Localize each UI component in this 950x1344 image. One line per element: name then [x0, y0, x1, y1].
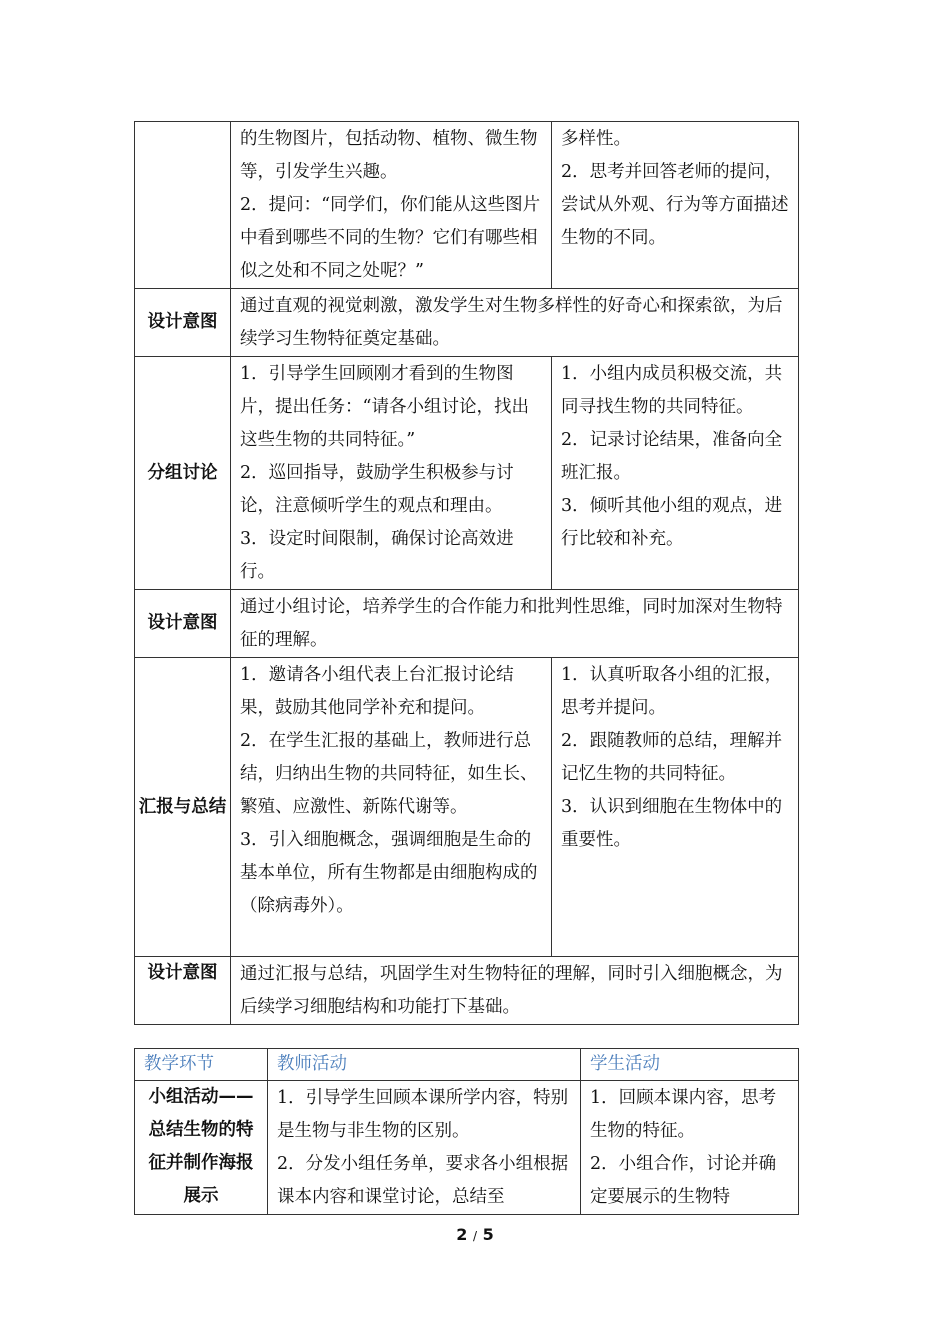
- paragraph: 3．倾听其他小组的观点，进行比较和补充。: [561, 496, 783, 549]
- paragraph: 的生物图片，包括动物、植物、微生物等，引发学生兴趣。: [240, 129, 538, 182]
- page-separator: /: [472, 1229, 478, 1243]
- paragraph: 1．引导学生回顾刚才看到的生物图片，提出任务：“请各小组讨论，找出这些生物的共同特征。”: [240, 364, 529, 450]
- row-label: [135, 122, 231, 289]
- paragraph: 2．记录讨论结果，准备向全班汇报。: [561, 430, 783, 483]
- paragraph: 1．认真听取各小组的汇报，思考并提问。: [561, 665, 783, 718]
- paragraph: 1．引导学生回顾本课所学内容，特别是生物与非生物的区别。: [277, 1088, 569, 1141]
- header-student-activity: 学生活动: [581, 1049, 799, 1081]
- page-number: [0, 1225, 950, 1244]
- paragraph: 1．邀请各小组代表上台汇报讨论结果，鼓励其他同学补充和提问。: [240, 665, 514, 718]
- paragraph: 2．分发小组任务单，要求各小组根据课本内容和课堂讨论，总结至: [277, 1154, 569, 1207]
- student-activity-cell: [552, 658, 799, 957]
- table-row: [135, 590, 799, 658]
- header-teaching-stage: 教学环节: [135, 1049, 268, 1081]
- paragraph: 2．在学生汇报的基础上，教师进行总结，归纳出生物的共同特征，如生长、繁殖、应激性、新陈代谢等。: [240, 731, 538, 817]
- table-header-row: [135, 1049, 799, 1081]
- table-row: [135, 289, 799, 357]
- lesson-table-next: [134, 1048, 799, 1215]
- table-row: [135, 957, 799, 1025]
- design-intent-label: 设计意图: [135, 957, 231, 1025]
- design-intent-label: 设计意图: [135, 590, 231, 658]
- table-row: [135, 658, 799, 957]
- paragraph: 1．小组内成员积极交流，共同寻找生物的共同特征。: [561, 364, 783, 417]
- paragraph: 2．跟随教师的总结，理解并记忆生物的共同特征。: [561, 731, 783, 784]
- table-row: [135, 357, 799, 590]
- paragraph: 2．思考并回答老师的提问，尝试从外观、行为等方面描述生物的不同。: [561, 162, 789, 248]
- design-intent-text: 通过直观的视觉刺激，激发学生对生物多样性的好奇心和探索欲，为后续学习生物特征奠定基础。: [231, 289, 799, 357]
- current-page: 2: [456, 1225, 468, 1244]
- paragraph: 多样性。: [561, 129, 631, 149]
- lesson-table-continued: [134, 121, 799, 1025]
- paragraph: 3．设定时间限制，确保讨论高效进行。: [240, 529, 514, 582]
- paragraph: 2．巡回指导，鼓励学生积极参与讨论，注意倾听学生的观点和理由。: [240, 463, 514, 516]
- header-teacher-activity: 教师活动: [268, 1049, 581, 1081]
- design-intent-text: 通过汇报与总结，巩固学生对生物特征的理解，同时引入细胞概念，为后续学习细胞结构和功能打下基础。: [231, 957, 799, 1025]
- paragraph: 3．引入细胞概念，强调细胞是生命的基本单位，所有生物都是由细胞构成的（除病毒外）。: [240, 830, 538, 916]
- student-activity-cell: [581, 1081, 799, 1215]
- table-row: [135, 1081, 799, 1215]
- student-activity-cell: [552, 357, 799, 590]
- row-label: 分组讨论: [135, 357, 231, 590]
- teacher-activity-cell: [231, 357, 552, 590]
- paragraph: 3．认识到细胞在生物体中的重要性。: [561, 797, 783, 850]
- total-pages: 5: [482, 1225, 494, 1244]
- table-row: [135, 122, 799, 289]
- teacher-activity-cell: [268, 1081, 581, 1215]
- student-activity-cell: [552, 122, 799, 289]
- paragraph: 2．小组合作，讨论并确定要展示的生物特: [590, 1154, 777, 1207]
- row-label: 小组活动——总结生物的特征并制作海报展示: [135, 1081, 268, 1215]
- design-intent-label: 设计意图: [135, 289, 231, 357]
- paragraph: 2．提问：“同学们，你们能从这些图片中看到哪些不同的生物？它们有哪些相似之处和不同之处呢？”: [240, 195, 541, 281]
- design-intent-text: 通过小组讨论，培养学生的合作能力和批判性思维，同时加深对生物特征的理解。: [231, 590, 799, 658]
- row-label: 汇报与总结: [135, 658, 231, 957]
- paragraph: 1．回顾本课内容，思考生物的特征。: [590, 1088, 777, 1141]
- teacher-activity-cell: [231, 658, 552, 957]
- teacher-activity-cell: [231, 122, 552, 289]
